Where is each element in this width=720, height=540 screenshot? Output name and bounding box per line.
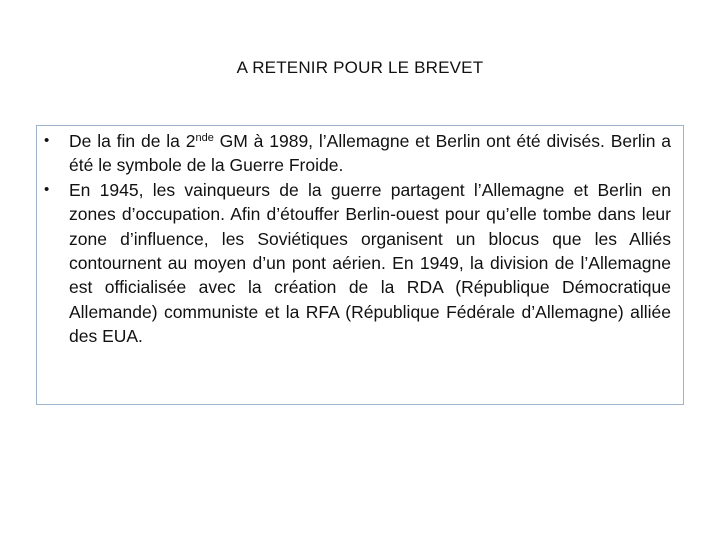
bullet-item-occupation [44,178,671,349]
page-title: A RETENIR POUR LE BREVET [236,58,484,77]
bullet-item-division [44,129,671,178]
summary-box [36,125,684,405]
ordinal-superscript: nde [195,132,214,144]
bullet-text: En 1945, les vainqueurs de la guerre partagent l’Allemagne et Berlin en zones d’occupation. Afin d’étouffer Berlin-ouest pour qu’elle tombe dans leur zone d’influence, les Soviétiques organisent un blocus que les Alliés contournent au moyen d’un pont aérien. En 1949, la division de l’Allemagne est officialisée avec la création de la RDA (République Démocratique Allemande) communiste et la RFA (République Fédérale d’Allemagne) alliée des EUA. [69,179,671,347]
bullet-text-end: GM à 1989, l’Allemagne et Berlin ont été divisés. Berlin a été le symbole de la Guerre Froide. [69,131,671,176]
bullet-icon: • [44,132,50,149]
bullet-list [44,129,671,349]
bullet-icon: • [44,180,50,198]
bullet-text-start: De la fin de la 2 [69,131,196,151]
